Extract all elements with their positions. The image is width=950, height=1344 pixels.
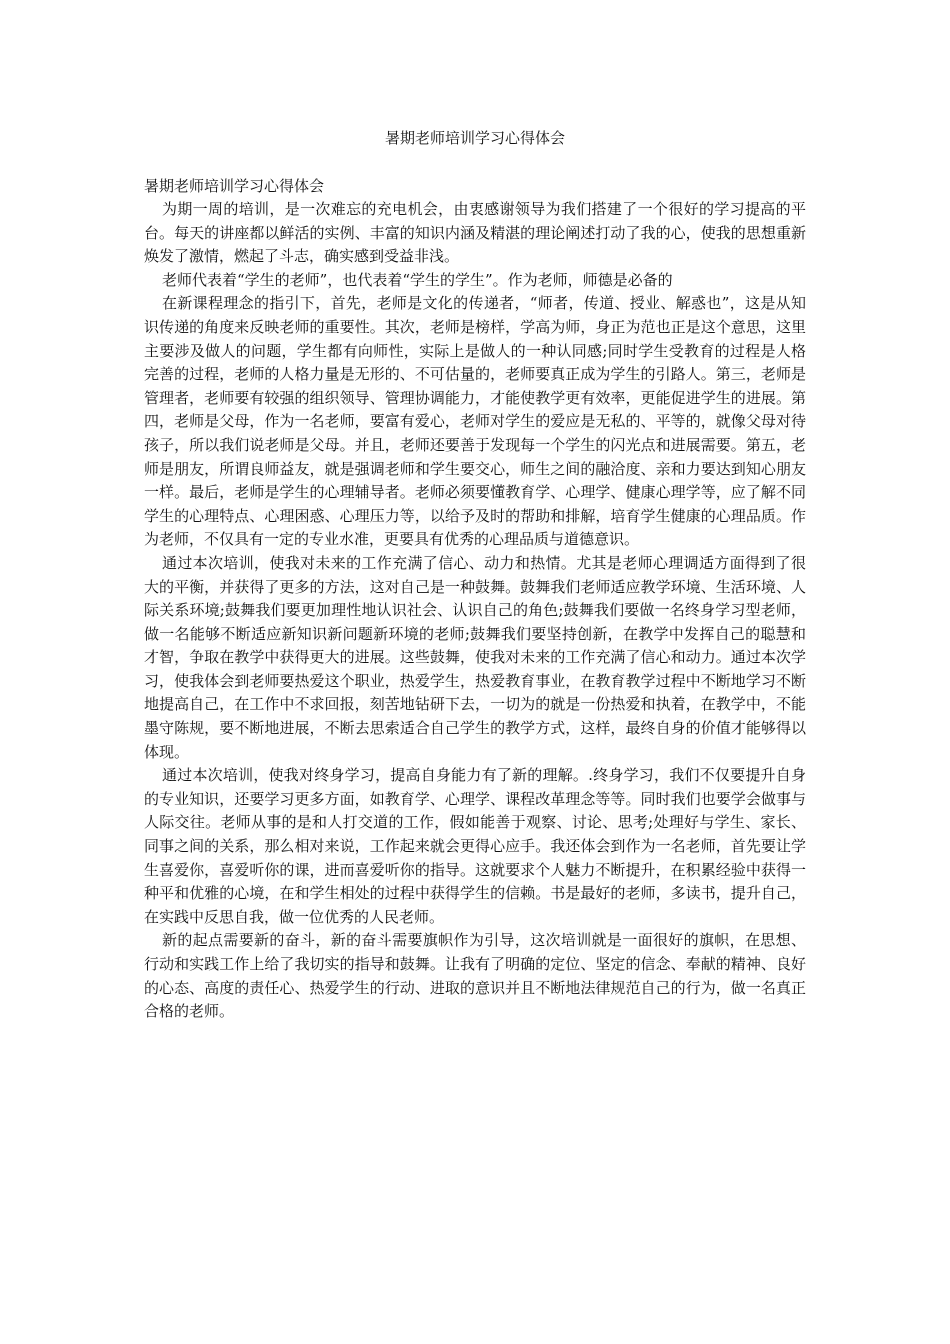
document-subheading: 暑期老师培训学习心得体会 <box>144 177 325 195</box>
paragraph-5: 通过本次培训，使我对终身学习，提高自身能力有了新的理解。.终身学习，我们不仅要提升自身的专业知识，还要学习更多方面，如教育学、心理学、课程改革理念等等。同时我们也要学会做事与人际交往。老师从事的是和人打交道的工作，假如能善于观察、讨论、思考;处理好与学生、家长、同事之间的关系，那么相对来说，工作起来就会更得心应手。我还体会到作为一名老师，首先要让学生喜爱你，喜爱听你的课，进而喜爱听你的指导。这就要求个人魅力不断提升，在积累经验中获得一种平和优雅的心境，在和学生相处的过程中获得学生的信赖。书是最好的老师，多读书，提升自己，在实践中反思自我，做一位优秀的人民老师。 <box>144 766 806 926</box>
paragraph-1: 为期一周的培训，是一次难忘的充电机会，由衷感谢领导为我们搭建了一个很好的学习提高的平台。每天的讲座都以鲜活的实例、丰富的知识内涵及精湛的理论阐述打动了我的心，使我的思想重新焕发了激情，燃起了斗志，确实感到受益非浅。 <box>144 200 806 266</box>
document-body <box>144 175 806 1024</box>
paragraph-6: 新的起点需要新的奋斗，新的奋斗需要旗帜作为引导，这次培训就是一面很好的旗帜，在思想、行动和实践工作上给了我切实的指导和鼓舞。让我有了明确的定位、坚定的信念、奉献的精神、良好的心态、高度的责任心、热爱学生的行动、进取的意识并且不断地法律规范自己的行为，做一名真正合格的老师。 <box>144 931 806 1021</box>
paragraph-4: 通过本次培训，使我对未来的工作充满了信心、动力和热情。尤其是老师心理调适方面得到了很大的平衡，并获得了更多的方法，这对自己是一种鼓舞。鼓舞我们老师适应教学环境、生活环境、人际关系环境;鼓舞我们要更加理性地认识社会、认识自己的角色;鼓舞我们要做一名终身学习型老师，做一名能够不断适应新知识新问题新环境的老师;鼓舞我们要坚持创新，在教学中发挥自己的聪慧和才智，争取在教学中获得更大的进展。这些鼓舞，使我对未来的工作充满了信心和动力。通过本次学习，使我体会到老师要热爱这个职业，热爱学生，热爱教育事业，在教育教学过程中不断地学习不断地提高自己，在工作中不求回报，刻苦地钻研下去，一切为的就是一份热爱和执着，在教学中，不能墨守陈规，要不断地进展，不断去思索适合自己学生的教学方式，这样，最终自身的价值才能够得以体现。 <box>144 553 806 761</box>
document-title: 暑期老师培训学习心得体会 <box>384 129 565 147</box>
paragraph-3: 在新课程理念的指引下，首先，老师是文化的传递者，“师者，传道、授业、解惑也”，这是从知识传递的角度来反映老师的重要性。其次，老师是榜样，学高为师，身正为范也正是这个意思，这里主要涉及做人的问题，学生都有向师性，实际上是做人的一种认同感;同时学生受教育的过程是人格完善的过程，老师的人格力量是无形的、不可估量的，老师要真正成为学生的引路人。第三，老师是管理者，老师要有较强的组织领导、管理协调能力，才能使教学更有效率，更能促进学生的进展。第四，老师是父母，作为一名老师，要富有爱心，老师对学生的爱应是无私的、平等的，就像父母对待孩子，所以我们说老师是父母。并且，老师还要善于发现每一个学生的闪光点和进展需要。第五，老师是朋友，所谓良师益友，就是强调老师和学生要交心，师生之间的融洽度、亲和力要达到知心朋友一样。最后，老师是学生的心理辅导者。老师必须要懂教育学、心理学、健康心理学等，应了解不同学生的心理特点、心理困惑、心理压力等，以给予及时的帮助和排解，培育学生健康的心理品质。作为老师，不仅具有一定的专业水准，更要具有优秀的心理品质与道德意识。 <box>144 294 806 549</box>
paragraph-2: 老师代表着“学生的老师”，也代表着“学生的学生”。作为老师，师德是必备的 <box>162 270 673 289</box>
